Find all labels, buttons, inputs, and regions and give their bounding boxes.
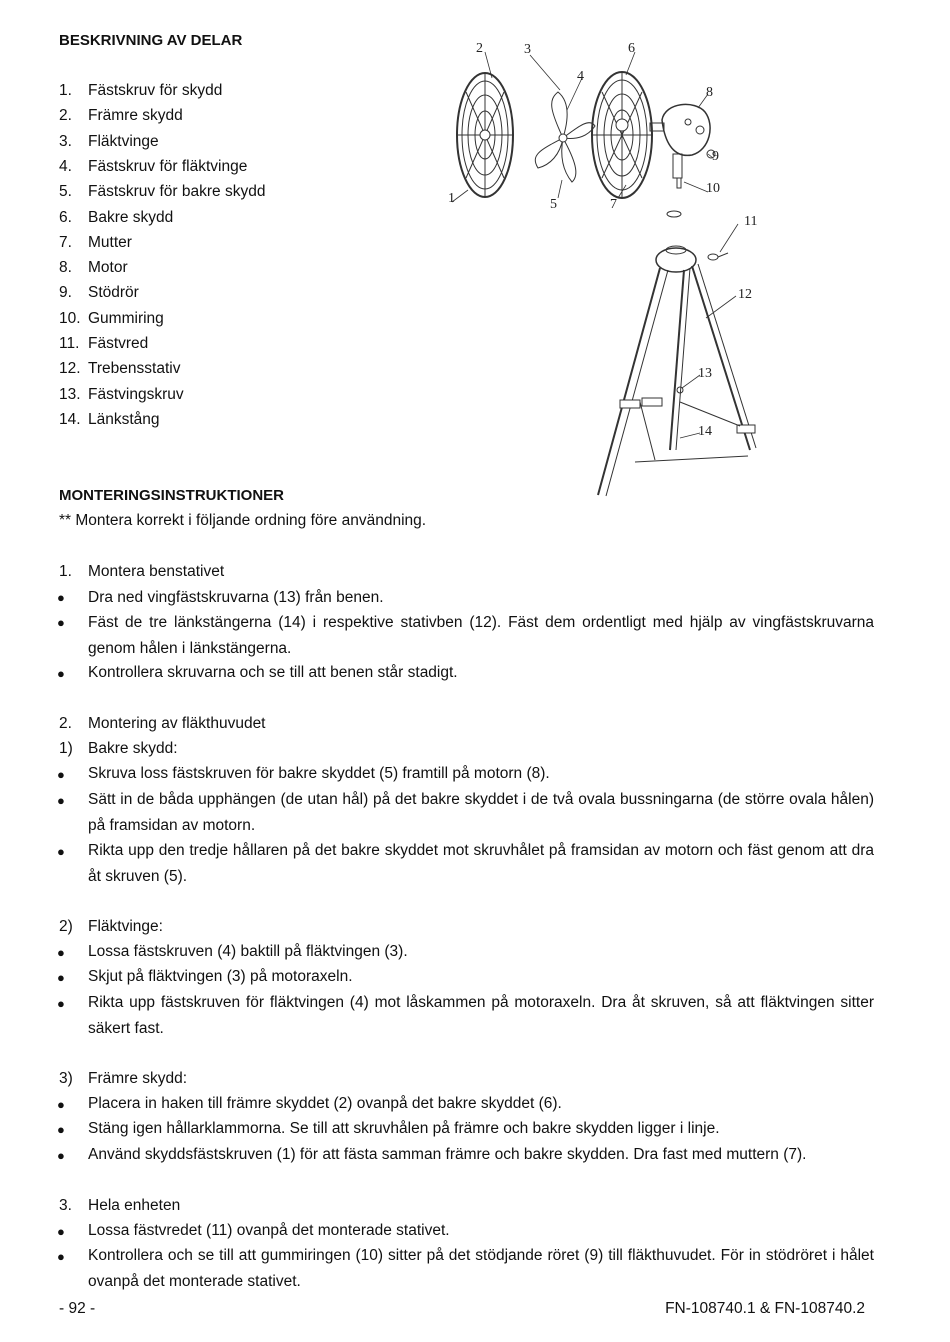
bullet: ● [57,615,65,630]
step-3-bullet-1: Lossa fästvredet (11) ovanpå det monterade stativet. [88,1222,450,1239]
substep-1-bullet-2: Sätt in de båda upphängen (de utan hål) på det bakre skyddet i de två ovala bussningarna (de större ovala hålen) på framsidan av motorn. [88,791,874,834]
part-number: 11. [59,335,80,352]
step-3-bullet-2: Kontrollera och se till att gummiringen (10) sitter på det stödjande röret (9) till fläkthuvudet. För in stödröret i hålet ovanpå det monterade stativet. [88,1247,874,1290]
exploded-diagram [430,30,780,505]
part-name: Mutter [88,233,132,251]
substep-3-number: 3) [59,1070,73,1087]
bullet: ● [57,844,65,859]
substep-3-title: Främre skydd: [88,1070,188,1087]
substep-2-bullet-3: Rikta upp fästskruven för fläktvingen (4) mot låskammen på motoraxeln. Dra åt skruven, så att fläktvingen sitter säkert fast. [88,994,874,1037]
assembly-heading: MONTERINGSINSTRUKTIONER [59,487,284,504]
part-number: 3. [59,132,72,150]
bullet: ● [57,1148,65,1163]
substep-2-bullet-1: Lossa fästskruven (4) baktill på fläktvingen (3). [88,943,408,960]
part-name: Fästskruv för skydd [88,82,223,99]
part-number: 12. [59,360,81,378]
substep-1-bullet-3: Rikta upp den tredje hållaren på det bakre skyddet mot skruvhålet på framsidan av motorn och fäst genom att dra åt skruven (5). [88,842,874,885]
part-name: Fästskruv för bakre skydd [88,183,266,201]
step-1-bullet-2: Fäst de tre länkstängerna (14) i respektive stativben (12). Fäst dem ordentligt med hjälp av vingfästskruvarna genom hålen i länkstängerna. [88,614,874,657]
part-name: Motor [88,259,128,277]
assembly-note: ** Montera korrekt i följande ordning före användning. [59,512,427,529]
rubber-ring-drawing [667,211,681,217]
bullet: ● [57,970,65,985]
part-number: 6. [59,208,72,226]
bullet: ● [57,1097,65,1112]
substep-2-title: Fläktvinge: [88,918,163,935]
diagram-label-1: 1 [448,191,455,206]
part-number: 4. [59,157,72,175]
bullet: ● [57,793,65,808]
substep-2-number: 2) [59,918,73,935]
diagram-label-6: 6 [628,41,635,56]
part-number: 1. [59,82,72,99]
rear-guard-drawing [592,72,652,198]
part-name: Gummiring [88,309,164,327]
step-2-number: 2. [59,715,72,732]
part-number: 13. [59,385,81,403]
substep-1-bullet-1: Skruva loss fästskruven för bakre skyddet (5) framtill på motorn (8). [88,765,550,782]
part-name: Länkstång [88,410,160,428]
diagram-label-2: 2 [476,41,483,56]
footer-page-number: - 92 - [59,1300,96,1317]
part-number: 9. [59,284,72,302]
diagram-label-5: 5 [550,197,557,212]
motor-drawing [650,104,715,188]
step-1-number: 1. [59,563,72,580]
substep-3-bullet-1: Placera in haken till främre skyddet (2) ovanpå det bakre skyddet (6). [88,1095,562,1112]
substep-3-bullet-2: Stäng igen hållarklammorna. Se till att skruvhålen på främre och bakre skydden ligger i linje. [88,1120,720,1137]
step-1-title: Montera benstativet [88,563,225,580]
step-2-title: Montering av fläkthuvudet [88,715,266,732]
substep-1-number: 1) [59,740,73,757]
footer-model-number: FN-108740.1 & FN-108740.2 [665,1300,865,1317]
bullet: ● [57,945,65,960]
step-3-number: 3. [59,1197,72,1214]
part-name: Bakre skydd [88,208,174,226]
diagram-label-8: 8 [706,85,713,100]
bullet: ● [57,996,65,1011]
part-number: 14. [59,410,81,428]
step-1-bullet-1: Dra ned vingfästskruvarna (13) från benen. [88,589,384,606]
bullet: ● [57,666,65,681]
bullet: ● [57,1122,65,1137]
parts-heading: BESKRIVNING AV DELAR [59,32,243,49]
bullet: ● [57,1249,65,1264]
bullet: ● [57,1224,65,1239]
part-name: Stödrör [88,284,139,302]
diagram-label-3: 3 [524,42,531,57]
diagram-label-4: 4 [577,69,584,84]
part-name: Fästvred [88,335,149,352]
diagram-label-13: 13 [698,366,712,381]
part-name: Trebensstativ [88,360,181,378]
part-name: Fästvingskruv [88,385,184,403]
knob-drawing [708,253,728,260]
fan-blade-drawing [535,92,595,182]
diagram-label-14: 14 [698,424,712,439]
diagram-label-11: 11 [744,214,758,229]
part-name: Främre skydd [88,107,183,125]
part-number: 8. [59,259,72,277]
part-number: 7. [59,233,72,251]
substep-1-title: Bakre skydd: [88,740,178,757]
part-name: Fästskruv för fläktvinge [88,157,248,175]
part-name: Fläktvinge [88,132,159,150]
substep-3-bullet-3: Använd skyddsfästskruven (1) för att fästa samman främre och bakre skydden. Dra fast med muttern (7). [88,1146,807,1163]
bullet: ● [57,590,65,605]
part-number: 2. [59,107,72,125]
step-1-bullet-3: Kontrollera skruvarna och se till att benen står stadigt. [88,664,458,681]
diagram-label-9: 9 [712,149,719,164]
front-guard-drawing [457,73,513,197]
tripod-drawing [598,246,756,496]
step-3-title: Hela enheten [88,1197,181,1214]
diagram-label-12: 12 [738,287,752,302]
diagram-label-10: 10 [706,181,720,196]
bullet: ● [57,767,65,782]
part-number: 5. [59,183,72,201]
part-number: 10. [59,309,81,327]
diagram-label-7: 7 [610,197,617,212]
substep-2-bullet-2: Skjut på fläktvingen (3) på motoraxeln. [88,968,353,985]
